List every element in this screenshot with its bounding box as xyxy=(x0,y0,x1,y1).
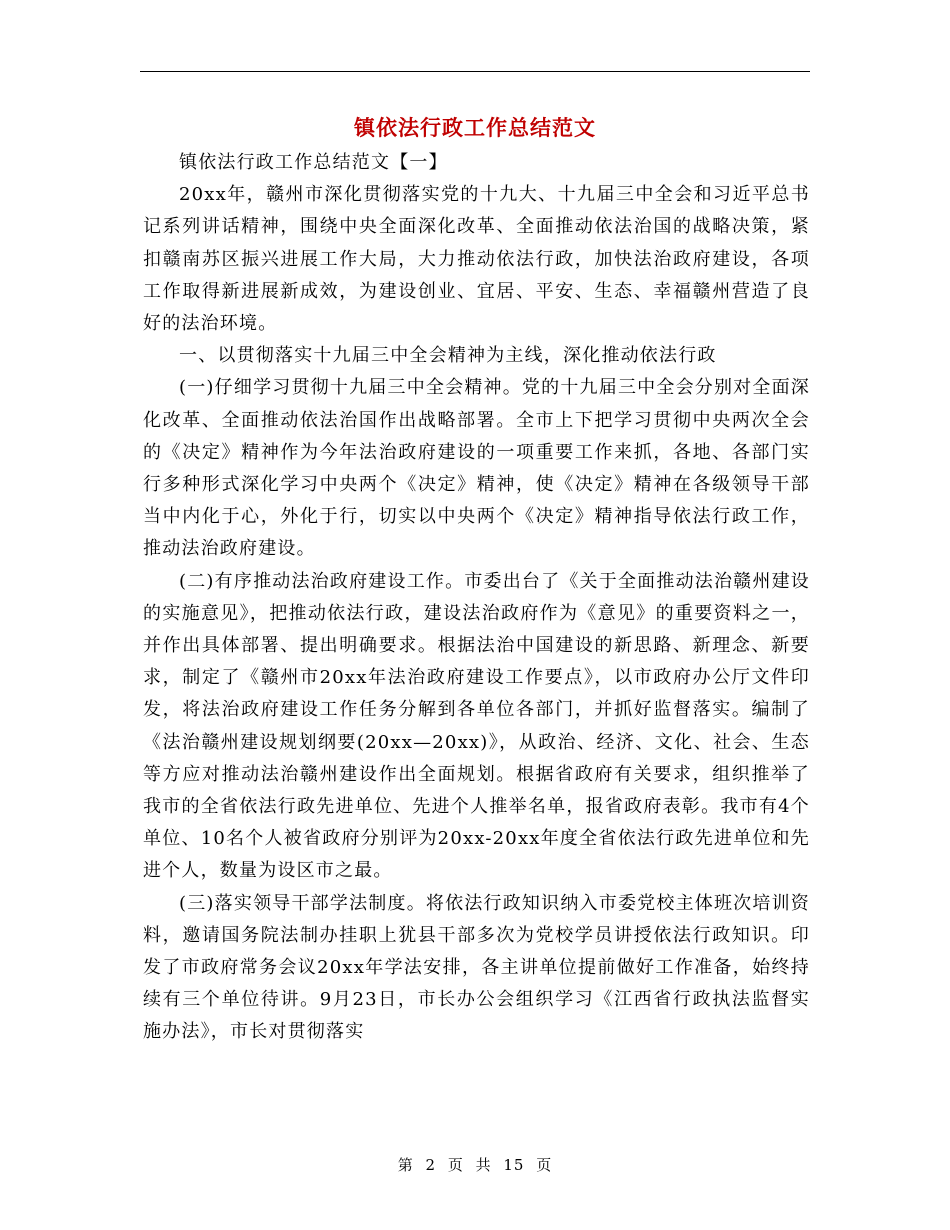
body-paragraph-2: (二)有序推动法治政府建设工作。市委出台了《关于全面推动法治赣州建设的实施意见》，把推动依法行政，建设法治政府作为《意见》的重要资料之一，并作出具体部署、提出明确要求。根据法治中国建设的新思路、新理念、新要求，制定了《赣州市20xx年法治政府建设工作要点》，以市政府办公厅文件印发，将法治政府建设工作任务分解到各单位各部门，并抓好监督落实。编制了《法治赣州建设规划纲要(20xx—20xx)》，从政治、经济、文化、社会、生态等方应对推动法治赣州建设作出全面规划。根据省政府有关要求，组织推举了我市的全省依法行政先进单位、先进个人推举名单，报省政府表彰。我市有4个单位、10名个人被省政府分别评为20xx-20xx年度全省依法行政先进单位和先进个人，数量为设区市之最。 xyxy=(143,570,810,882)
document-body xyxy=(143,147,810,1049)
document-title: 镇依法行政工作总结范文 xyxy=(354,115,596,140)
section-heading: 镇依法行政工作总结范文【一】 xyxy=(179,152,448,173)
body-paragraph-3: (三)落实领导干部学法制度。将依法行政知识纳入市委党校主体班次培训资料，邀请国务院法制办挂职上犹县干部多次为党校学员讲授依法行政知识。印发了市政府常务会议20xx年学法安排，各主讲单位提前做好工作准备，始终持续有三个单位待讲。9月23日，市长办公会组织学习《江西省行政执法监督实施办法》，市长对贯彻落实 xyxy=(143,892,810,1043)
chapter-heading: 一、以贯彻落实十九届三中全会精神为主线，深化推动依法行政 xyxy=(179,345,717,367)
body-paragraph-1: (一)仔细学习贯彻十九届三中全会精神。党的十九届三中全会分别对全面深化改革、全面推动依法治国作出战略部署。全市上下把学习贯彻中央两次全会的《决定》精神作为今年法治政府建设的一项重要工作来抓，各地、各部门实行多种形式深化学习中央两个《决定》精神，使《决定》精神在各级领导干部当中内化于心，外化于行，切实以中央两个《决定》精神指导依法行政工作，推动法治政府建设。 xyxy=(143,377,810,560)
header-rule xyxy=(140,71,810,72)
intro-paragraph: 20xx年，赣州市深化贯彻落实党的十九大、十九届三中全会和习近平总书记系列讲话精神，围绕中央全面深化改革、全面推动依法治国的战略决策，紧扣赣南苏区振兴进展工作大局，大力推动依法行政，加快法治政府建设，各项工作取得新进展新成效，为建设创业、宜居、平安、生态、幸福赣州营造了良好的法治环境。 xyxy=(143,184,810,335)
page-number: 第 2 页 共 15 页 xyxy=(397,1156,553,1174)
